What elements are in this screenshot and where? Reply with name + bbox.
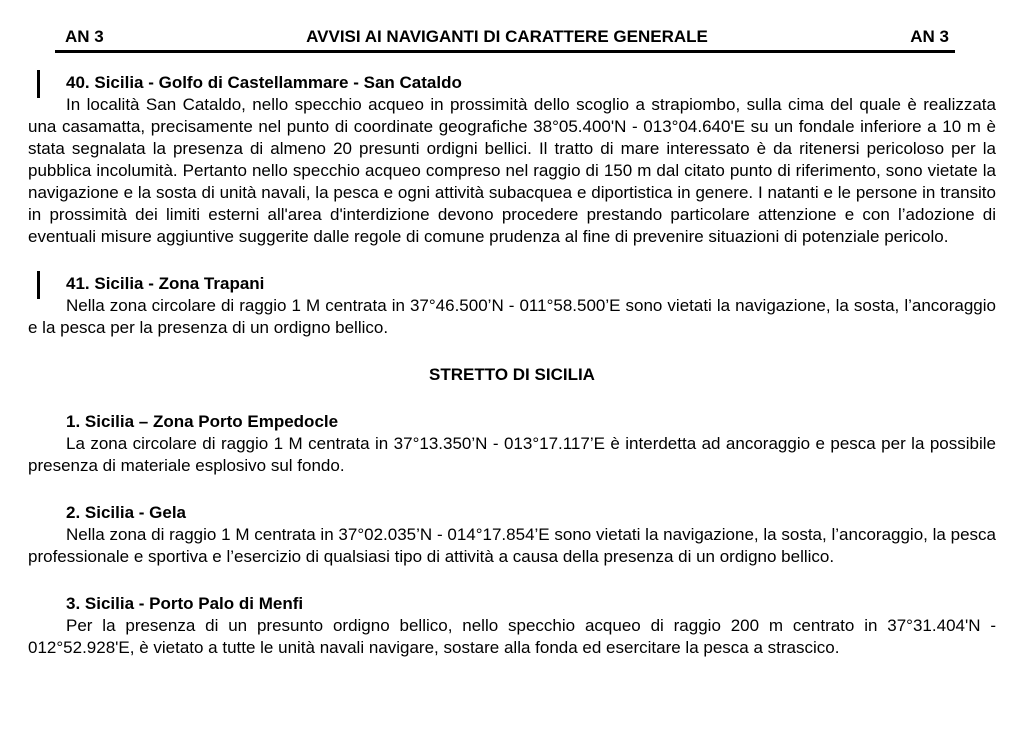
notice-2 [28, 502, 996, 568]
notice-40 [28, 72, 996, 248]
notice-40-body: In località San Cataldo, nello specchio acqueo in prossimità dello scoglio a strapiombo, sulla cima del quale è realizzata una casamatta, precisamente nel punto di coordinate geografiche 38°05.400'N - 013°04.640'E su un fondale inferiore a 10 m è stata segnalata la presenza di almeno 20 presunti ordigni bellici. Il tratto di mare interessato è da ritenersi pericoloso per la pubblica incolumità. Pertanto nello specchio acqueo compreso nel raggio di 150 m dal citato punto di riferimento, sono vietate la navigazione e la sosta di unità navali, la pesca e ogni attività subacquea e diportistica in genere. I natanti e le persone in transito in prossimità dei limiti esterni all'area d'interdizione devono procedere prestando particolare attenzione e con l’adozione di eventuali misure aggiuntive suggerite dalle regole di comune prudenza al fine di prevenire situazioni di potenziale pericolo. [28, 95, 996, 246]
notice-1-title: 1. Sicilia – Zona Porto Empedocle [66, 412, 339, 431]
header-doc-code-right: AN 3 [910, 27, 949, 46]
notice-40-title: 40. Sicilia - Golfo di Castellammare - San Cataldo [66, 73, 462, 92]
notice-3 [28, 593, 996, 659]
notices-content [28, 72, 996, 659]
notice-3-body: Per la presenza di un presunto ordigno bellico, nello specchio acqueo di raggio 200 m centrato in 37°31.404'N - 012°52.928'E, è vietato a tutte le unità navali navigare, sostare alla fonda ed esercitare la pesca a strascico. [28, 616, 996, 657]
change-bar [37, 70, 40, 98]
notice-3-title: 3. Sicilia - Porto Palo di Menfi [66, 594, 304, 613]
notice-2-title: 2. Sicilia - Gela [66, 503, 187, 522]
page-header [55, 27, 955, 53]
change-bar [37, 271, 40, 299]
notice-1-body: La zona circolare di raggio 1 M centrata in 37°13.350’N - 013°17.117’E è interdetta ad ancoraggio e pesca per la possibile presenza di materiale esplosivo sul fondo. [28, 434, 996, 475]
page-title: AVVISI AI NAVIGANTI DI CARATTERE GENERALE [306, 27, 708, 46]
notice-41-title: 41. Sicilia - Zona Trapani [66, 274, 265, 293]
notice-41-body: Nella zona circolare di raggio 1 M centrata in 37°46.500’N - 011°58.500’E sono vietati la navigazione, la sosta, l’ancoraggio e la pesca per la presenza di un ordigno bellico. [28, 296, 996, 337]
notice-1 [28, 411, 996, 477]
notice-41 [28, 273, 996, 339]
notice-2-body: Nella zona di raggio 1 M centrata in 37°02.035’N - 014°17.854’E sono vietati la navigazione, la sosta, l’ancoraggio, la pesca professionale e sportiva e l’esercizio di qualsiasi tipo di attività a causa della presenza di un ordigno bellico. [28, 525, 996, 566]
header-doc-code-left: AN 3 [65, 27, 104, 46]
section-heading-stretto-di-sicilia: STRETTO DI SICILIA [429, 365, 595, 384]
